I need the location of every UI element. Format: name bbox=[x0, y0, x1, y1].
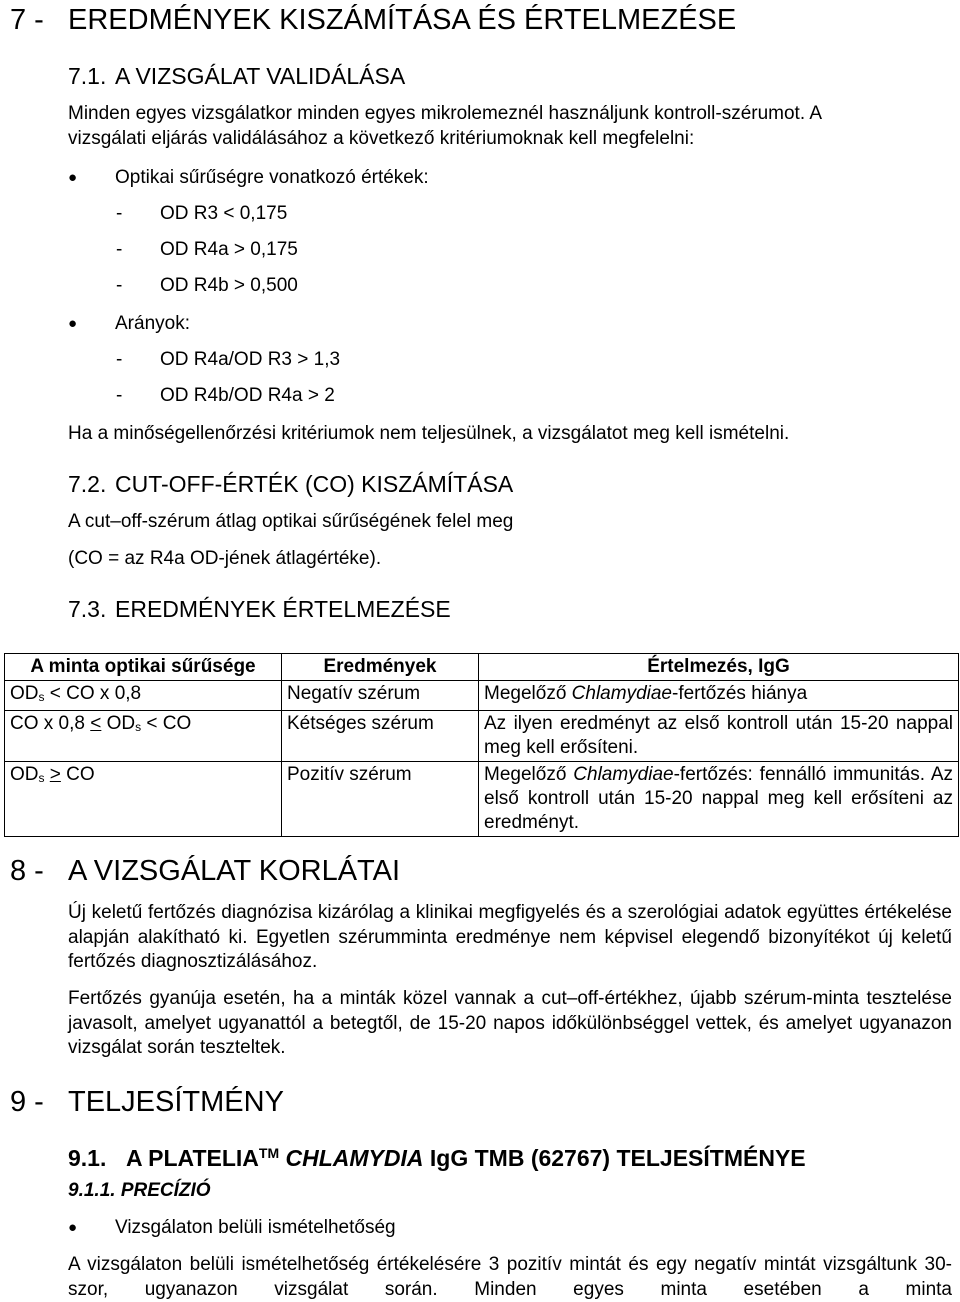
limitations-paragraph-1: Új keletű fertőzés diagnózisa kizárólag a klinikai megfigyelés és a szerológiai adatok együttes értékelése alapján alakítható ki. Egyetlen szérumminta eredménye nem képvisel elegendő bizonyítékot új keletű fertőzés diagnosztizálásához. bbox=[68, 902, 952, 972]
section-title-part: CHLAMYDIA bbox=[285, 1145, 424, 1171]
section-title: CUT-OFF-ÉRTÉK (CO) KISZÁMÍTÁSA bbox=[115, 471, 514, 497]
section-8-heading bbox=[10, 857, 400, 886]
section-9-1-heading bbox=[68, 1146, 806, 1170]
section-title: TELJESÍTMÉNY bbox=[68, 1086, 284, 1118]
section-9-heading bbox=[10, 1088, 284, 1117]
criterion-text: OD R4a > 0,175 bbox=[160, 239, 298, 260]
validation-intro-line-1: Minden egyes vizsgálatkor minden egyes mikrolemeznél használjunk kontroll-szérumot. A bbox=[68, 103, 823, 124]
results-interpretation-table bbox=[4, 653, 959, 837]
section-number: 7.2. bbox=[68, 471, 107, 497]
table-cell: ODs > CO bbox=[5, 762, 282, 837]
cutoff-line-2: (CO = az R4a OD-jének átlagértéke). bbox=[68, 548, 382, 569]
section-title: EREDMÉNYEK KISZÁMÍTÁSA ÉS ÉRTELMEZÉSE bbox=[68, 4, 737, 36]
validation-outro: Ha a minőségellenőrzési kritériumok nem teljesülnek, a vizsgálatot meg kell ismételni. bbox=[68, 423, 790, 444]
table-cell: Kétséges szérum bbox=[282, 711, 479, 762]
criterion-od-r4b: - OD R4b > 0,500 bbox=[116, 275, 298, 296]
bullet-icon: ● bbox=[68, 315, 78, 332]
table-row bbox=[5, 681, 959, 711]
table-header-cell: A minta optikai sűrűsége bbox=[5, 654, 282, 681]
criterion-od-r4a: - OD R4a > 0,175 bbox=[116, 239, 298, 260]
table-header-cell: Eredmények bbox=[282, 654, 479, 681]
table-cell: Megelőző Chlamydiae-fertőzés hiánya bbox=[479, 681, 959, 711]
table-row bbox=[5, 711, 959, 762]
bullet-text: Optikai sűrűségre vonatkozó értékek: bbox=[115, 167, 429, 188]
table-cell: Negatív szérum bbox=[282, 681, 479, 711]
section-7-2-heading bbox=[68, 473, 513, 496]
section-title: EREDMÉNYEK ÉRTELMEZÉSE bbox=[115, 596, 451, 622]
section-9-1-1-heading: 9.1.1. PRECÍZIÓ bbox=[68, 1180, 211, 1201]
trademark-mark: TM bbox=[258, 1145, 280, 1161]
section-7-3-heading bbox=[68, 598, 451, 621]
criterion-text: OD R4b/OD R4a > 2 bbox=[160, 385, 335, 406]
validation-intro-line-2: vizsgálati eljárás validálásához a következő kritériumoknak kell megfelelni: bbox=[68, 128, 695, 149]
section-title: A VIZSGÁLAT VALIDÁLÁSA bbox=[115, 63, 406, 89]
criterion-od-r3: - OD R3 < 0,175 bbox=[116, 203, 288, 224]
table-cell: CO x 0,8 < ODs < CO bbox=[5, 711, 282, 762]
bullet-icon: ● bbox=[68, 1219, 78, 1236]
criterion-text: OD R4b > 0,500 bbox=[160, 275, 298, 296]
table-header-cell: Értelmezés, IgG bbox=[479, 654, 959, 681]
section-number: 7.1. bbox=[68, 63, 107, 89]
section-number: 7.3. bbox=[68, 596, 107, 622]
section-number: 7 - bbox=[10, 4, 44, 36]
bullet-text: Vizsgálaton belüli ismételhetőség bbox=[115, 1217, 396, 1238]
section-title-part: IgG TMB (62767) TELJESÍTMÉNYE bbox=[423, 1145, 806, 1171]
cutoff-line-1: A cut–off-szérum átlag optikai sűrűségének felel meg bbox=[68, 511, 514, 532]
criterion-text: OD R3 < 0,175 bbox=[160, 203, 288, 224]
table-header-row bbox=[5, 654, 959, 681]
table-row bbox=[5, 762, 959, 837]
criterion-ratio-2: - OD R4b/OD R4a > 2 bbox=[116, 385, 335, 406]
section-7-heading bbox=[10, 6, 736, 35]
bullet-icon: ● bbox=[68, 169, 78, 186]
criterion-text: OD R4a/OD R3 > 1,3 bbox=[160, 349, 341, 370]
precision-paragraph: A vizsgálaton belüli ismételhetőség értékelésére 3 pozitív mintát és egy negatív mintát vizsgáltunk 30-szor, ugyanazon vizsgálat során. Minden egyes minta esetében a minta bbox=[68, 1254, 952, 1300]
table-cell: ODs < CO x 0,8 bbox=[5, 681, 282, 711]
criterion-ratio-1: - OD R4a/OD R3 > 1,3 bbox=[116, 349, 341, 370]
table-cell: Pozitív szérum bbox=[282, 762, 479, 837]
table-cell: Megelőző Chlamydiae-fertőzés: fennálló immunitás. Az első kontroll után 15-20 nappal meg kell erősíteni az eredményt. bbox=[479, 762, 959, 837]
bullet-text: Arányok: bbox=[115, 313, 190, 334]
section-number: 9 - bbox=[10, 1086, 44, 1118]
section-number: 9.1. bbox=[68, 1145, 107, 1171]
section-7-1-heading bbox=[68, 65, 405, 88]
limitations-paragraph-2: Fertőzés gyanúja esetén, ha a minták közel vannak a cut–off-értékhez, újabb szérum-minta tesztelése javasolt, amelyet ugyanattól a betegtől, de 15-20 napos időkülönbséggel vettek, és amelyet ugyanazon vizsgálat során teszteltek. bbox=[68, 988, 952, 1058]
section-title-part: A PLATELIA bbox=[126, 1145, 259, 1171]
section-title: A VIZSGÁLAT KORLÁTAI bbox=[68, 855, 400, 887]
table-cell: Az ilyen eredményt az első kontroll után 15-20 nappal meg kell erősíteni. bbox=[479, 711, 959, 762]
section-number: 8 - bbox=[10, 855, 44, 887]
